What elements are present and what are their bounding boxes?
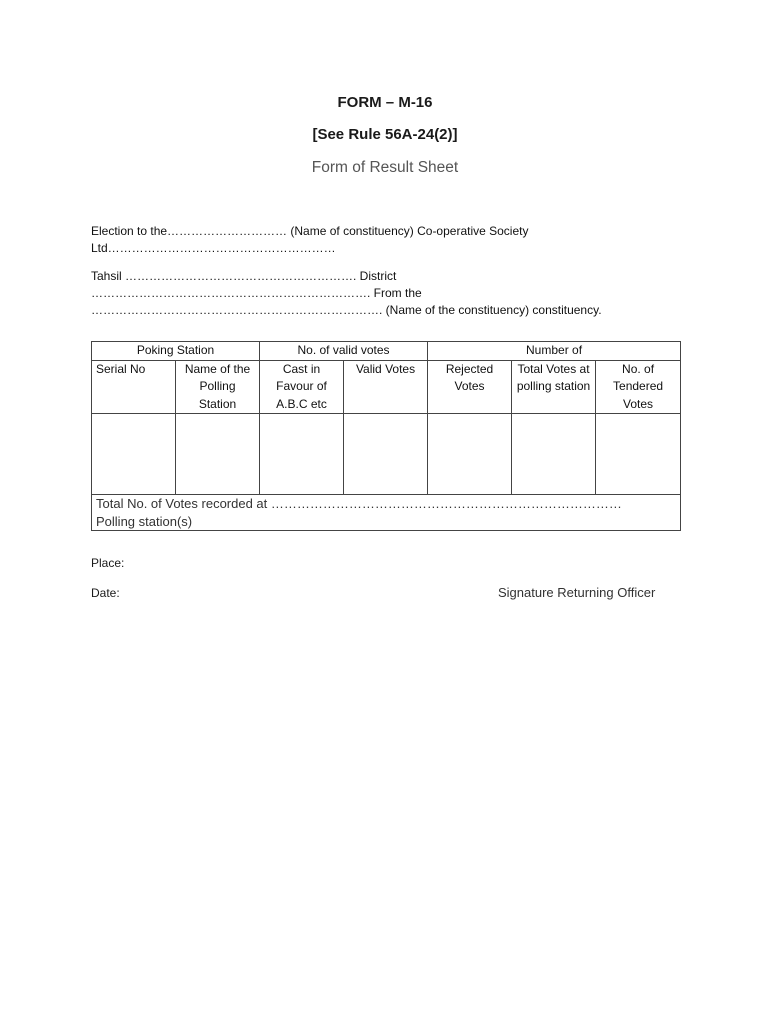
entry-cell-tendered-votes[interactable] <box>596 414 681 495</box>
column-header-row <box>92 360 681 414</box>
group-header-row <box>92 342 681 361</box>
total-votes-label-line-2: Polling station(s) <box>96 513 193 529</box>
entry-cell-total-votes[interactable] <box>512 414 596 495</box>
col-header-total-votes: Total Votes at polling station <box>512 360 596 414</box>
result-table <box>91 341 681 531</box>
rule-reference: [See Rule 56A-24(2)] <box>312 126 458 143</box>
col-header-serial-no: Serial No <box>92 360 176 414</box>
election-line-2: Ltd………………………………………………… <box>91 241 336 255</box>
group-header-number-of: Number of <box>428 342 681 361</box>
col-header-polling-station-name: Name of the Polling Station <box>176 360 260 414</box>
entry-cell-polling-station-name[interactable] <box>176 414 260 495</box>
entry-cell-rejected-votes[interactable] <box>428 414 512 495</box>
tahsil-line-1: Tahsil …………………………………………………. District ……………………………………………………………. From the <box>91 269 422 300</box>
group-header-valid-votes: No. of valid votes <box>260 342 428 361</box>
place-label: Place: <box>91 556 125 570</box>
election-paragraph <box>91 223 661 257</box>
form-subtitle: Form of Result Sheet <box>311 159 459 176</box>
tahsil-paragraph <box>91 268 661 319</box>
total-votes-cell[interactable] <box>92 495 681 531</box>
table-row <box>92 414 681 495</box>
entry-cell-serial-no[interactable] <box>92 414 176 495</box>
entry-cell-cast-in-favour[interactable] <box>260 414 344 495</box>
signature-label: Signature Returning Officer <box>498 585 656 600</box>
group-header-poking-station: Poking Station <box>92 342 260 361</box>
form-number-heading: FORM – M-16 <box>337 94 433 111</box>
col-header-valid-votes: Valid Votes <box>344 360 428 414</box>
entry-cell-valid-votes[interactable] <box>344 414 428 495</box>
date-label: Date: <box>91 586 120 600</box>
election-line-1: Election to the………………………… (Name of constituency) Co-operative Society <box>91 224 529 238</box>
total-row <box>92 495 681 531</box>
total-votes-label-line-1: Total No. of Votes recorded at ……………………………………………………………………… <box>96 496 622 511</box>
col-header-rejected-votes: Rejected Votes <box>428 360 512 414</box>
col-header-cast-in-favour: Cast in Favour of A.B.C etc <box>260 360 344 414</box>
col-header-tendered-votes: No. of Tendered Votes <box>596 360 681 414</box>
tahsil-line-2: ………………………………………………………………. (Name of the constituency) constituency. <box>91 303 602 317</box>
